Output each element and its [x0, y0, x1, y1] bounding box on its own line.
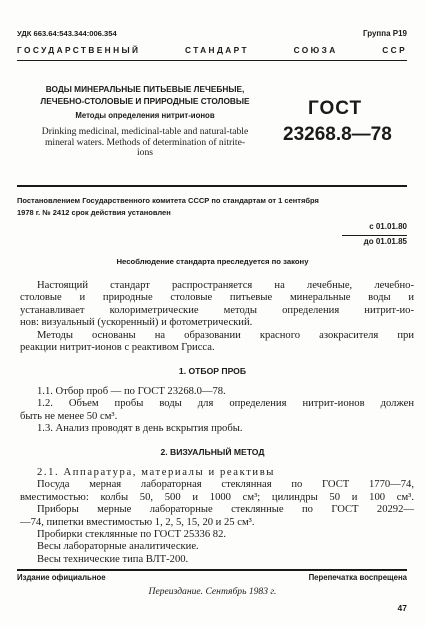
intro-line: устанавливает колориметрические методы определения нитрит-ио-	[20, 304, 414, 316]
section2-line: —74, пипетки вместимостью 1, 2, 5, 15, 20 и 25 см³.	[20, 516, 255, 528]
section1-item: 1.1. Отбор проб — по ГОСТ 23268.0—78.	[37, 386, 226, 397]
section1-item: 1.2. Объем пробы воды для определения нитрит-ионов должен	[37, 398, 414, 410]
section2-line: Посуда мерная лабораторная стеклянная по ГОСТ 1770—74,	[37, 479, 414, 491]
footer-rule	[17, 569, 407, 571]
title-rule	[17, 185, 407, 187]
section2-line: Приборы мерные лабораторные стеклянные по ГОСТ 20292—	[37, 504, 414, 516]
intro-line: Настоящий стандарт распространяется на лечебные, лечебно-	[37, 280, 414, 291]
intro-text	[20, 280, 414, 354]
title-en-line: mineral waters. Methods of determination of nitrite-	[44, 136, 246, 148]
group-code: Группа Р19	[362, 29, 407, 38]
decree-line: 1978 г. № 2412 срок действия установлен	[17, 208, 171, 217]
reprint-notice: Перепечатка воспрещена	[308, 573, 407, 582]
banner-word: СОЮЗА	[293, 45, 338, 55]
gost-label: ГОСТ	[308, 98, 363, 119]
state-standard-banner	[17, 45, 407, 55]
validity-rule	[342, 235, 407, 236]
title-subtitle: Методы определения нитрит-ионов	[75, 111, 215, 120]
section1-item: быть не менее 50 см³.	[20, 410, 118, 422]
intro-line: реакции нитрит-ионов с реактивом Грисса.	[20, 342, 215, 354]
section1-text	[20, 386, 414, 436]
title-line: ЛЕЧЕБНО-СТОЛОВЫЕ И ПРИРОДНЫЕ СТОЛОВЫЕ	[40, 96, 250, 106]
udk-code: УДК 663.64:543.344:006.354	[17, 29, 117, 38]
validity-to: до 01.01.85	[363, 237, 407, 246]
decree-line: Постановлением Государственного комитета СССР по стандартам от 1 сентября	[17, 196, 319, 205]
section1-item: 1.3. Анализ проводят в день вскрытия пробы.	[37, 423, 243, 435]
intro-line: нов: визуальный (ускоренный) и фотометрический.	[20, 317, 253, 329]
decree-text	[17, 195, 409, 219]
title-en-line: Drinking medicinal, medicinal-table and natural-table	[41, 126, 249, 137]
banner-word: ГОСУДАРСТВЕННЫЙ	[17, 45, 141, 55]
section2-line: вместимостью: колбы 50, 500 и 1000 см³; цилиндры 50 и 100 см³.	[20, 491, 414, 503]
section2-text	[20, 467, 414, 566]
title-ru	[0, 83, 290, 107]
page-number: 47	[397, 603, 407, 613]
header-rule	[17, 60, 407, 61]
intro-line: столовые и природные столовые питьевые минеральные воды и	[20, 292, 414, 304]
section2-line: Весы технические типа ВЛТ-200.	[37, 553, 189, 565]
intro-line: Методы основаны на образовании красного азокрасителя при	[37, 329, 414, 341]
section2-line: Пробирки стеклянные по ГОСТ 25336 82.	[37, 529, 227, 541]
official-edition: Издание официальное	[17, 573, 106, 582]
section-heading: 2. ВИЗУАЛЬНЫЙ МЕТОД	[160, 447, 265, 457]
section-heading: 1. ОТБОР ПРОБ	[178, 366, 247, 376]
title-line: ВОДЫ МИНЕРАЛЬНЫЕ ПИТЬЕВЫЕ ЛЕЧЕБНЫЕ,	[45, 84, 245, 94]
section2-line: Весы лабораторные аналитические.	[37, 541, 199, 553]
legal-warning: Несоблюдение стандарта преследуется по закону	[116, 257, 309, 266]
title-en-line: ions	[137, 147, 153, 158]
validity-from: с 01.01.80	[369, 222, 407, 231]
banner-word: СТАНДАРТ	[185, 45, 249, 55]
banner-word: ССР	[382, 45, 407, 55]
gost-number: 23268.8—78	[283, 124, 392, 145]
section2-subheading: 2.1. Аппаратура, материалы и реактивы	[37, 467, 276, 478]
reissue-note: Переиздание. Сентябрь 1983 г.	[148, 586, 277, 597]
title-en	[0, 127, 290, 159]
